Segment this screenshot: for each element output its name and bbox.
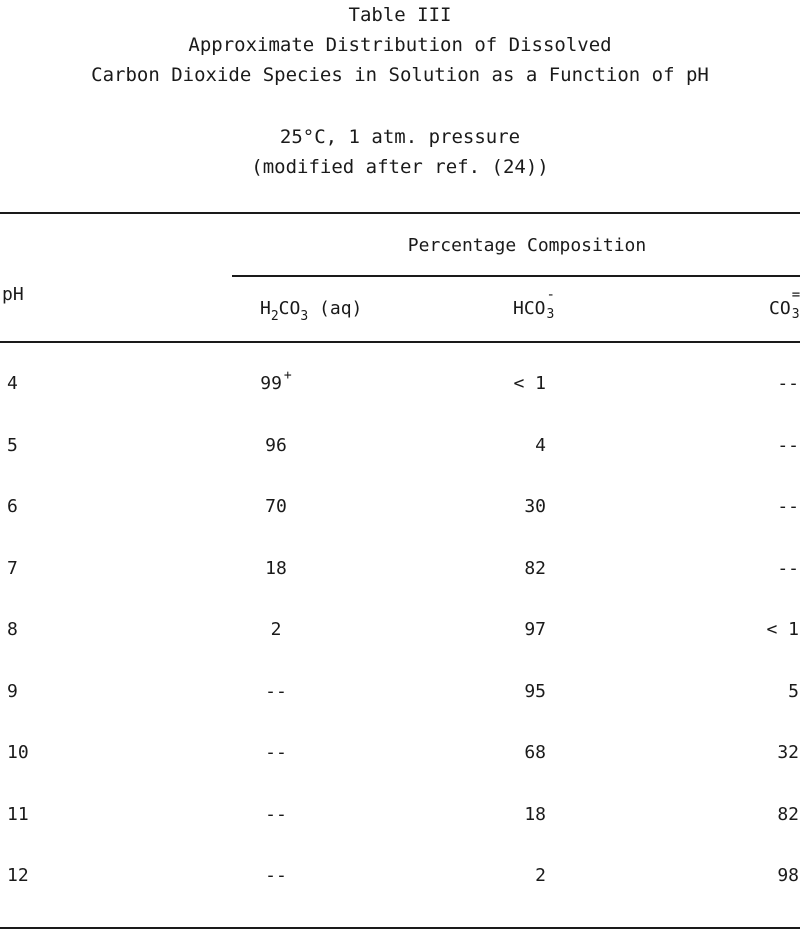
cell-hco3: 4 [535, 435, 546, 456]
cell-h2co3-value: -- [265, 742, 287, 763]
table-title-line-2: Carbon Dioxide Species in Solution as a Function of pH [91, 64, 709, 86]
cell-h2co3-value: 96 [265, 435, 287, 456]
cell-h2co3 [265, 681, 287, 703]
cell-hco3: 2 [535, 865, 546, 886]
cell-co3: -- [777, 496, 799, 517]
cell-co3: -- [777, 373, 799, 394]
co3-base: CO [769, 298, 791, 319]
group-header-rule [232, 275, 800, 277]
column-header-co3 [769, 287, 800, 322]
group-header-percentage-composition: Percentage Composition [407, 235, 647, 256]
cell-h2co3 [265, 558, 287, 580]
cell-h2co3-value: -- [265, 804, 287, 825]
header-bottom-rule [0, 341, 800, 343]
cell-ph: 11 [7, 804, 29, 825]
cell-h2co3 [265, 496, 287, 518]
h2co3-sub-3: 3 [300, 309, 309, 324]
cell-h2co3-value: -- [265, 681, 287, 702]
column-header-ph: pH [2, 284, 24, 305]
cell-h2co3 [265, 804, 287, 826]
cell-h2co3-value: 2 [270, 619, 282, 640]
cell-ph: 6 [7, 496, 18, 517]
cell-co3: 5 [788, 681, 799, 702]
cell-h2co3 [271, 619, 282, 641]
cell-co3: 32 [777, 742, 799, 763]
cell-h2co3 [265, 865, 287, 887]
cell-h2co3 [260, 368, 292, 397]
cell-h2co3 [265, 435, 287, 457]
column-header-hco3 [513, 287, 556, 322]
hco3-sup-minus: - [546, 287, 555, 303]
table-title-line-1: Approximate Distribution of Dissolved [188, 34, 612, 56]
h2co3-part-h: H [260, 298, 271, 319]
cell-ph: 8 [7, 619, 18, 640]
cell-h2co3-value: 70 [265, 496, 287, 517]
cell-ph: 5 [7, 435, 18, 456]
h2co3-part-co: CO [278, 298, 301, 319]
cell-h2co3-value: 18 [265, 558, 287, 579]
conditions-line-1: 25°C, 1 atm. pressure [279, 126, 521, 148]
cell-co3: < 1 [766, 619, 799, 640]
table-label: Table III [348, 4, 452, 26]
top-rule [0, 212, 800, 214]
cell-co3: -- [777, 558, 799, 579]
cell-co3: 82 [777, 804, 799, 825]
cell-co3: 98 [777, 865, 799, 886]
h2co3-part-aq: (aq) [308, 298, 363, 319]
bottom-rule [0, 927, 800, 929]
cell-ph: 4 [7, 373, 18, 394]
cell-ph: 10 [7, 742, 29, 763]
cell-hco3: 68 [524, 742, 546, 763]
cell-ph: 9 [7, 681, 18, 702]
hco3-sub-3: 3 [546, 307, 555, 322]
cell-hco3: 97 [524, 619, 546, 640]
cell-h2co3-value: 99 [260, 373, 282, 394]
conditions-line-2: (modified after ref. (24)) [251, 156, 549, 178]
cell-hco3: 30 [524, 496, 546, 517]
cell-ph: 12 [7, 865, 29, 886]
cell-h2co3 [265, 742, 287, 764]
footnote-plus-mark: + [283, 368, 292, 383]
co3-sup-equals: = [791, 287, 800, 303]
cell-co3: -- [777, 435, 799, 456]
cell-ph: 7 [7, 558, 18, 579]
h2co3-sub-2: 2 [270, 309, 279, 324]
hco3-base: HCO [513, 298, 546, 319]
cell-hco3: 18 [524, 804, 546, 825]
cell-hco3: < 1 [513, 373, 546, 394]
cell-h2co3-value: -- [265, 865, 287, 886]
co3-sub-3: 3 [791, 307, 800, 322]
cell-hco3: 95 [524, 681, 546, 702]
cell-hco3: 82 [524, 558, 546, 579]
column-header-h2co3 [260, 298, 362, 328]
